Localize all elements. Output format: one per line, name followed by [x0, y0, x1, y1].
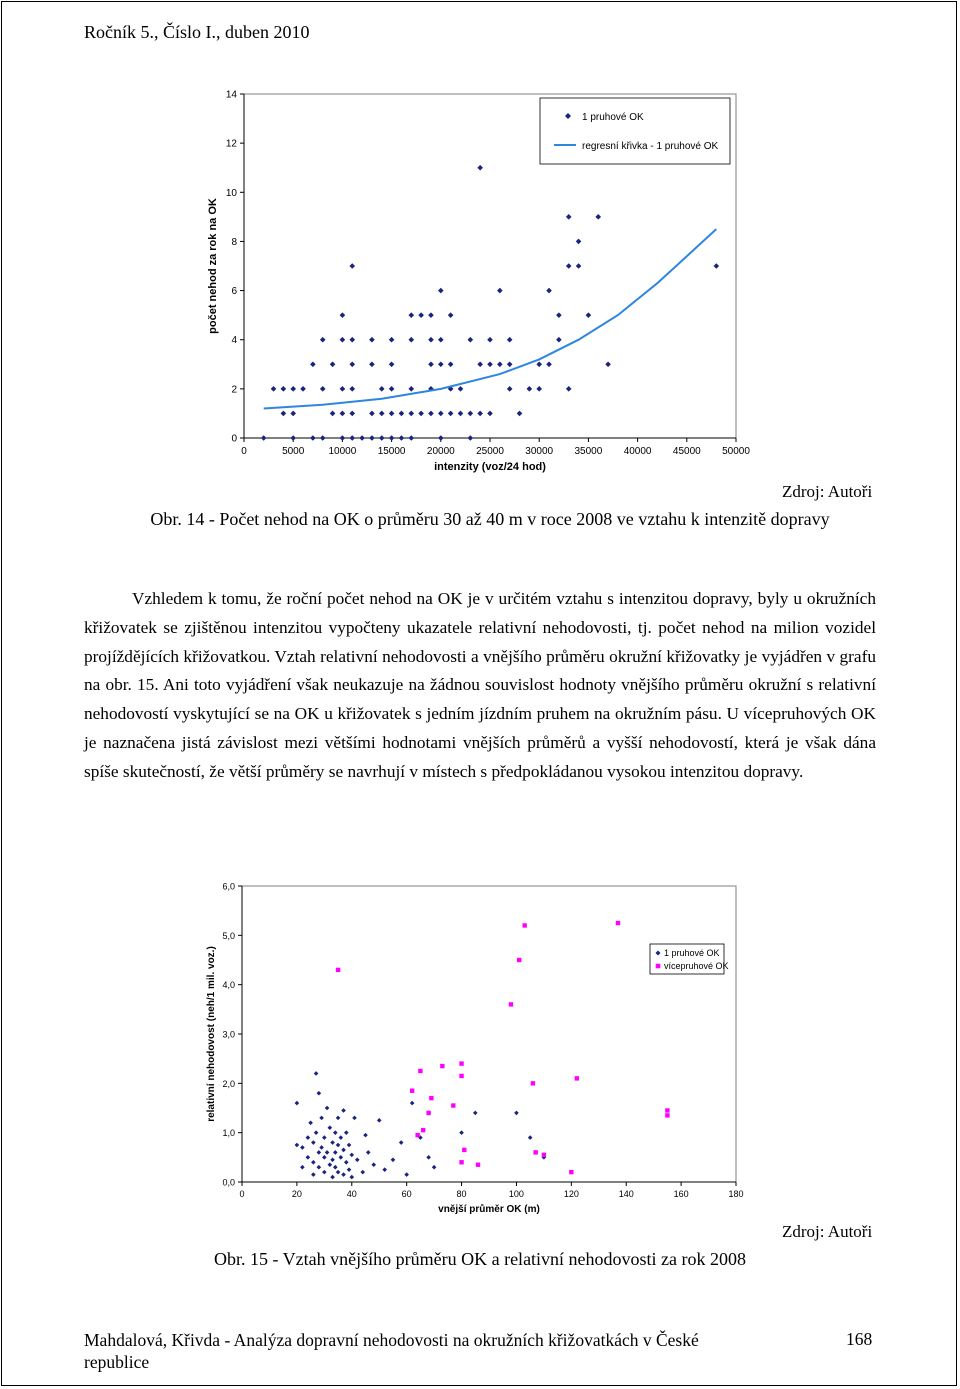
legend-box: [540, 98, 730, 164]
data-point-vicepruhove: [569, 1170, 573, 1174]
body-text: [84, 585, 876, 787]
x-tick-label: 180: [728, 1189, 744, 1199]
data-point-vicepruhove: [426, 1111, 430, 1115]
figure2-chart-svg: [200, 872, 760, 1222]
figure2-chart: [200, 872, 760, 1222]
data-point-vicepruhove: [421, 1128, 425, 1132]
y-tick-label: 2,0: [222, 1078, 235, 1089]
body-paragraph: Vzhledem k tomu, že roční počet nehod na OK je v určitém vztahu s intenzitou dopravy, byly u okružních křižovatek se zjištěnou intenzitou vypočteny ukazatele relativní nehodovosti, tj. počet nehod na milion vozidel projíždějících křižovatkou. Vztah relativní nehodovosti a vnějšího průměru okružní křižovatky je vyjádřen v grafu na obr. 15. Ani toto vyjádření však neukazuje na žádnou souvislost hodnoty vnějšího průměru okružní s relativní nehodovostí vyskytující se na OK u křižovatek s jedním jízdním pruhem na okružním pásu. U vícepruhových OK je naznačena jistá závislost mezi většími hodnotami vnějších průměrů a vyšší nehodovostí, která je však dána spíše skutečností, že větší průměry se navrhují v místech s předpokládanou vysokou intenzitou dopravy.: [84, 589, 876, 781]
figure1-source: Zdroj: Autoři: [782, 482, 873, 501]
x-axis-title: vnější průměr OK (m): [438, 1204, 540, 1215]
data-point-vicepruhove: [415, 1133, 419, 1137]
data-point-vicepruhove: [336, 968, 340, 972]
data-point-vicepruhove: [616, 921, 620, 925]
x-tick-label: 45000: [672, 446, 701, 457]
legend-label-regression: regresní křivka - 1 pruhové OK: [582, 141, 719, 152]
y-tick-label: 14: [225, 89, 237, 101]
data-point-vicepruhove: [665, 1108, 669, 1112]
x-tick-label: 120: [563, 1189, 579, 1199]
data-point-vicepruhove: [533, 1150, 537, 1154]
x-tick-label: 60: [401, 1189, 412, 1199]
x-tick-label: 20: [291, 1189, 302, 1199]
data-point-vicepruhove: [531, 1081, 535, 1085]
y-axis-title: relativní nehodovost (neh/1 mil. voz.): [206, 946, 217, 1122]
plot-area: [242, 886, 736, 1182]
x-tick-label: 140: [618, 1189, 634, 1199]
x-tick-label: 40000: [623, 446, 652, 457]
x-tick-label: 0: [241, 446, 247, 457]
y-tick-label: 8: [231, 236, 237, 248]
y-tick-label: 12: [225, 138, 237, 150]
x-tick-label: 30000: [525, 446, 554, 457]
data-point-vicepruhove: [575, 1076, 579, 1080]
data-point-vicepruhove: [451, 1103, 455, 1107]
data-point-vicepruhove: [522, 923, 526, 927]
data-point-vicepruhove: [462, 1148, 466, 1152]
data-point-vicepruhove: [517, 958, 521, 962]
data-point-vicepruhove: [459, 1061, 463, 1065]
legend-label-1-pruhove: 1 pruhové OK: [664, 948, 720, 958]
data-point-vicepruhove: [410, 1089, 414, 1093]
footer-left: Mahdalová, Křivda - Analýza dopravní nehodovosti na okružních křižovatkách v České republice: [84, 1330, 699, 1372]
x-tick-label: 10000: [328, 446, 357, 457]
y-tick-label: 4,0: [222, 980, 235, 991]
y-tick-label: 1,0: [222, 1128, 235, 1139]
data-point-vicepruhove: [429, 1096, 433, 1100]
data-point-vicepruhove: [459, 1160, 463, 1164]
legend-label-1-pruhove: 1 pruhové OK: [582, 112, 644, 123]
data-point-vicepruhove: [476, 1163, 480, 1167]
figure2-source: Zdroj: Autoři: [782, 1222, 873, 1241]
y-tick-label: 6,0: [222, 881, 235, 892]
x-tick-label: 15000: [377, 446, 406, 457]
x-tick-label: 25000: [476, 446, 504, 457]
y-tick-label: 0: [231, 433, 237, 445]
data-point-vicepruhove: [459, 1074, 463, 1078]
x-tick-label: 0: [239, 1189, 245, 1199]
figure1-caption: Obr. 14 - Počet nehod na OK o průměru 30 až 40 m v roce 2008 ve vztahu k intenzitě dopravy: [150, 509, 830, 529]
x-tick-label: 5000: [282, 446, 305, 457]
x-tick-label: 35000: [574, 446, 603, 457]
legend-label-vicepruhove: vícepruhové OK: [664, 961, 729, 971]
x-tick-label: 50000: [722, 446, 750, 457]
running-header: Ročník 5., Číslo I., duben 2010: [84, 22, 310, 42]
figure1-chart-svg: [200, 80, 760, 480]
x-tick-label: 80: [456, 1189, 467, 1199]
data-point-vicepruhove: [542, 1153, 546, 1157]
x-tick-label: 160: [673, 1189, 689, 1199]
y-tick-label: 2: [231, 384, 237, 396]
data-point-vicepruhove: [665, 1113, 669, 1117]
y-tick-label: 6: [231, 286, 237, 298]
data-point-vicepruhove: [509, 1002, 513, 1006]
legend-marker-vicepruhove: [656, 964, 661, 969]
x-axis-title: intenzity (voz/24 hod): [434, 461, 546, 473]
y-tick-label: 10: [225, 187, 237, 199]
x-tick-label: 40: [346, 1189, 357, 1199]
y-tick-label: 0,0: [222, 1177, 235, 1188]
y-axis-title: počet nehod za rok na OK: [207, 198, 219, 334]
data-point-vicepruhove: [440, 1064, 444, 1068]
y-tick-label: 4: [231, 335, 237, 347]
x-tick-label: 20000: [426, 446, 455, 457]
y-tick-label: 3,0: [222, 1029, 235, 1040]
figure2-caption: Obr. 15 - Vztah vnějšího průměru OK a relativní nehodovosti za rok 2008: [213, 1249, 747, 1269]
data-point-vicepruhove: [418, 1069, 422, 1073]
x-tick-label: 100: [508, 1189, 524, 1199]
figure1-chart: [200, 80, 760, 480]
page-number: 168: [846, 1329, 873, 1349]
y-tick-label: 5,0: [222, 930, 235, 941]
